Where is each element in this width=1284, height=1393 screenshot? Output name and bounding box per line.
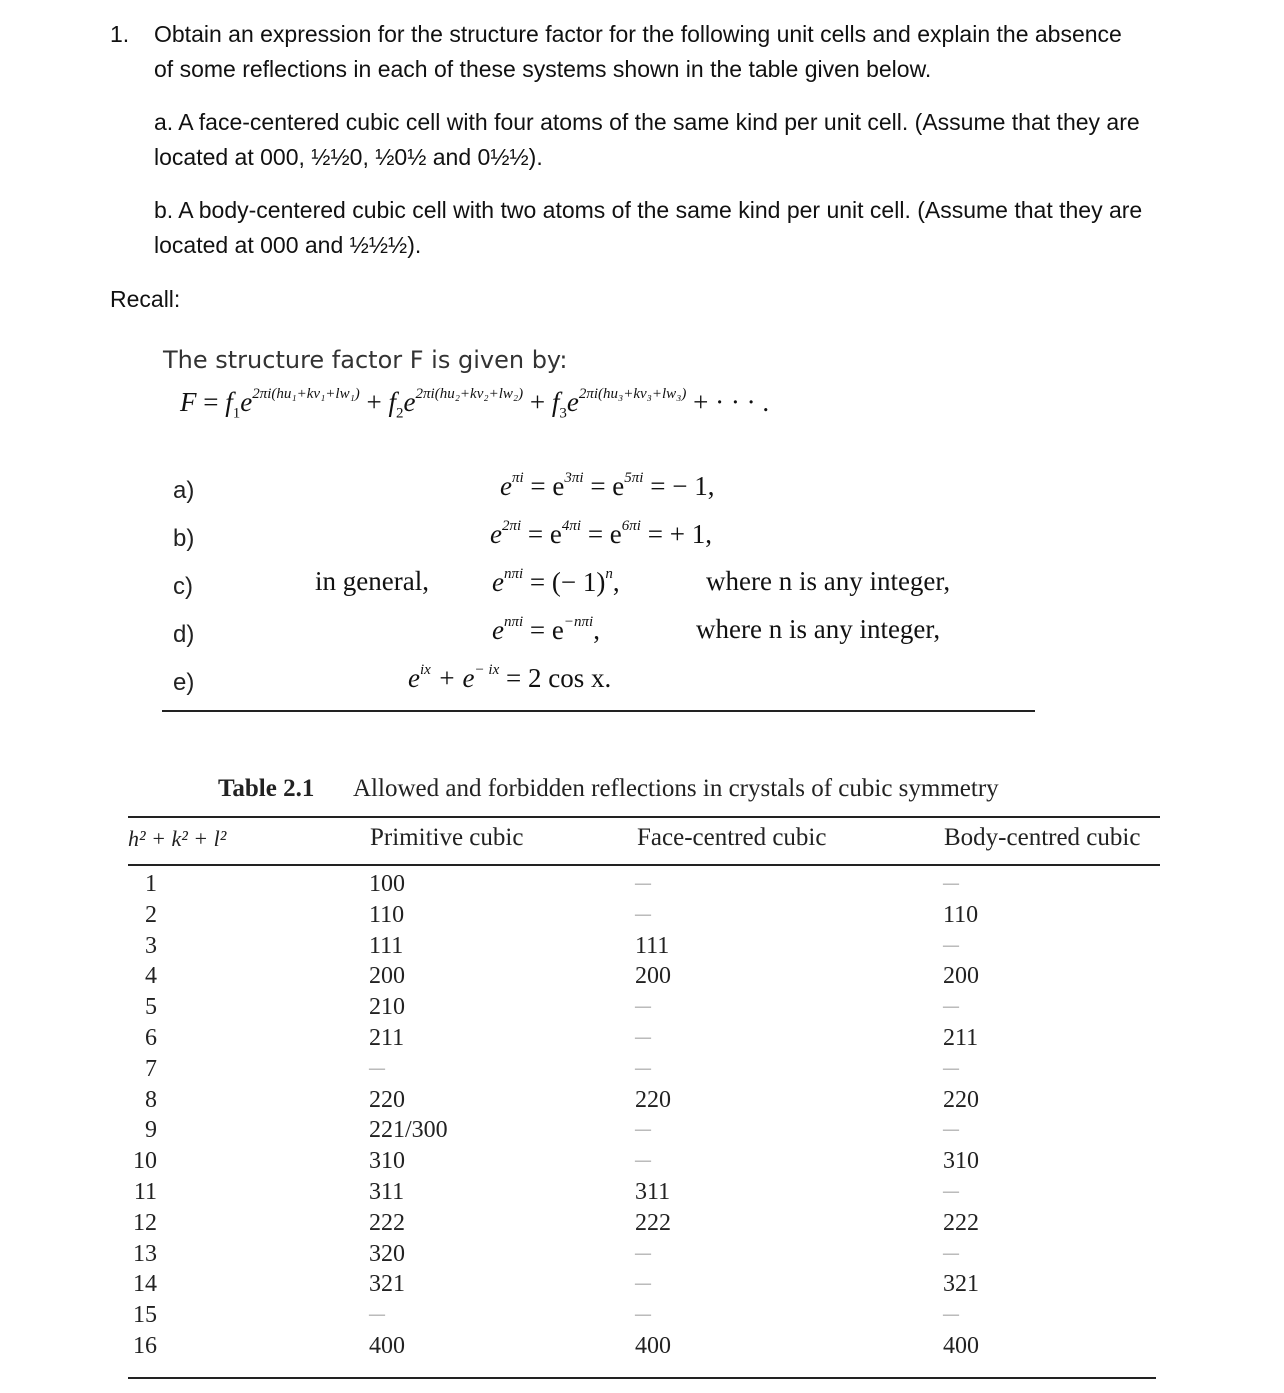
cell-fcc: —	[635, 998, 651, 1016]
cell-primitive: 400	[369, 1333, 405, 1359]
cell-bcc: —	[943, 1121, 959, 1139]
cell-fcc: —	[635, 1152, 651, 1170]
table-caption-text: Allowed and forbidden reflections in crystals of cubic symmetry	[353, 775, 999, 802]
cell-fcc: 400	[635, 1333, 671, 1359]
cell-hkl-sum: 7	[145, 1055, 157, 1082]
question-intro-line1: Obtain an expression for the structure factor for the following unit cells and explain the absence	[154, 21, 1122, 47]
table-header-fcc: Face-centred cubic	[637, 824, 827, 851]
cell-fcc: —	[635, 905, 651, 923]
cell-bcc: —	[943, 1183, 959, 1200]
cell-hkl-sum: 5	[145, 994, 157, 1021]
question-intro-line2: of some reflections in each of these systems shown in the table given below.	[154, 56, 932, 82]
cell-bcc: —	[943, 998, 959, 1016]
cell-primitive: 100	[369, 871, 405, 897]
table-top-rule	[128, 816, 1160, 818]
cell-hkl-sum: 10	[133, 1148, 157, 1175]
identity-c: $e^{n\pi i}$ = (− 1)$^n$,	[492, 566, 620, 597]
table-caption-number: Table 2.1	[218, 775, 315, 802]
cell-bcc: 321	[943, 1271, 979, 1298]
cell-primitive: 221/300	[369, 1117, 448, 1144]
cell-primitive: 222	[369, 1209, 405, 1236]
cell-primitive: —	[369, 1059, 385, 1077]
cell-bcc: 310	[943, 1148, 979, 1175]
cell-fcc: —	[635, 1121, 651, 1139]
cell-primitive: 211	[369, 1025, 405, 1051]
cell-primitive: 310	[369, 1148, 405, 1175]
identity-label-c: c)	[173, 573, 193, 600]
cell-bcc: 110	[943, 901, 979, 928]
cell-hkl-sum: 16	[133, 1333, 157, 1359]
cell-hkl-sum: 4	[145, 963, 157, 990]
cell-fcc: —	[635, 1275, 651, 1293]
cell-fcc: —	[635, 875, 651, 892]
cell-hkl-sum: 11	[133, 1179, 157, 1205]
cell-bcc: —	[943, 875, 959, 892]
cell-hkl-sum: 9	[145, 1117, 157, 1144]
cell-hkl-sum: 15	[133, 1302, 157, 1329]
cell-bcc: —	[943, 1244, 959, 1262]
cell-bcc: 200	[943, 963, 979, 990]
identity-c-prefix: in general,	[315, 566, 429, 596]
cell-fcc: —	[635, 1306, 651, 1324]
identities-divider	[162, 710, 1035, 712]
cell-fcc: —	[635, 1029, 651, 1046]
cell-bcc: 222	[943, 1209, 979, 1236]
structure-factor-formula: $F = f_1e^{2\pi i(hu_1+kv_1+lw_1)} + f_2e^{2\pi i(hu_2+kv_2+lw_2)} + f_3e^{2\pi i(hu_3+kv_3+lw_3)}$ + · · · .	[180, 386, 770, 422]
identity-label-b: b)	[173, 525, 195, 552]
identity-c-note: where n is any integer,	[706, 566, 951, 596]
cell-hkl-sum: 2	[145, 901, 157, 928]
table-header-hkl: h² + k² + l²	[128, 826, 227, 851]
cell-hkl-sum: 6	[145, 1025, 157, 1051]
table-bottom-rule	[128, 1377, 1156, 1379]
cell-fcc: 222	[635, 1209, 671, 1236]
cell-bcc: —	[943, 936, 959, 954]
table-header-rule	[128, 864, 1160, 866]
cell-primitive: 200	[369, 963, 405, 990]
recall-label: Recall:	[110, 286, 181, 312]
cell-hkl-sum: 13	[133, 1240, 157, 1267]
cell-primitive: —	[369, 1306, 385, 1324]
cell-bcc: —	[943, 1059, 959, 1077]
cell-primitive: 321	[369, 1271, 405, 1298]
cell-fcc: 111	[635, 932, 670, 959]
cell-hkl-sum: 14	[133, 1271, 157, 1298]
cell-primitive: 111	[369, 932, 404, 959]
part-a-line2: located at 000, ½½0, ½0½ and 0½½).	[154, 144, 543, 170]
part-b-line1: b. A body-centered cubic cell with two atoms of the same kind per unit cell. (Assume that they are	[154, 197, 1143, 223]
cell-hkl-sum: 8	[145, 1086, 157, 1113]
cell-primitive: 220	[369, 1086, 405, 1113]
cell-primitive: 320	[369, 1240, 405, 1267]
identity-d-note: where n is any integer,	[696, 614, 941, 644]
cell-fcc: —	[635, 1059, 651, 1077]
cell-fcc: —	[635, 1244, 651, 1262]
identity-d: $e^{n\pi i} = e^{-n\pi i}$,	[492, 614, 600, 645]
structure-factor-intro: The structure factor F is given by:	[163, 346, 568, 374]
identity-label-a: a)	[173, 477, 195, 504]
part-b-line2: located at 000 and ½½½).	[154, 232, 422, 258]
cell-bcc: 400	[943, 1333, 979, 1359]
cell-primitive: 210	[369, 994, 405, 1021]
cell-bcc: —	[943, 1306, 959, 1324]
identity-b: $e^{2\pi i} = e^{4\pi i} = e^{6\pi i}$ = + 1,	[490, 518, 712, 549]
cell-hkl-sum: 1	[145, 871, 157, 897]
cell-bcc: 220	[943, 1086, 979, 1113]
table-header-bcc: Body-centred cubic	[944, 824, 1141, 851]
identity-label-e: e)	[173, 669, 195, 696]
part-a-line1: a. A face-centered cubic cell with four atoms of the same kind per unit cell. (Assume that they are	[154, 109, 1140, 135]
table-header-primitive: Primitive cubic	[370, 824, 524, 851]
cell-hkl-sum: 12	[133, 1209, 157, 1236]
cell-fcc: 200	[635, 963, 671, 990]
identity-label-d: d)	[173, 621, 195, 648]
identity-e: $e^{ix} + e^{- ix} = 2$ cos x.	[408, 662, 612, 693]
cell-hkl-sum: 3	[145, 932, 157, 959]
cell-bcc: 211	[943, 1025, 979, 1051]
cell-fcc: 220	[635, 1086, 671, 1113]
question-number: 1.	[110, 21, 130, 47]
cell-primitive: 311	[369, 1179, 405, 1205]
cell-primitive: 110	[369, 901, 405, 928]
cell-fcc: 311	[635, 1179, 671, 1205]
identity-a: $e^{\pi i} = e^{3\pi i} = e^{5\pi i}$ = − 1,	[500, 470, 715, 501]
